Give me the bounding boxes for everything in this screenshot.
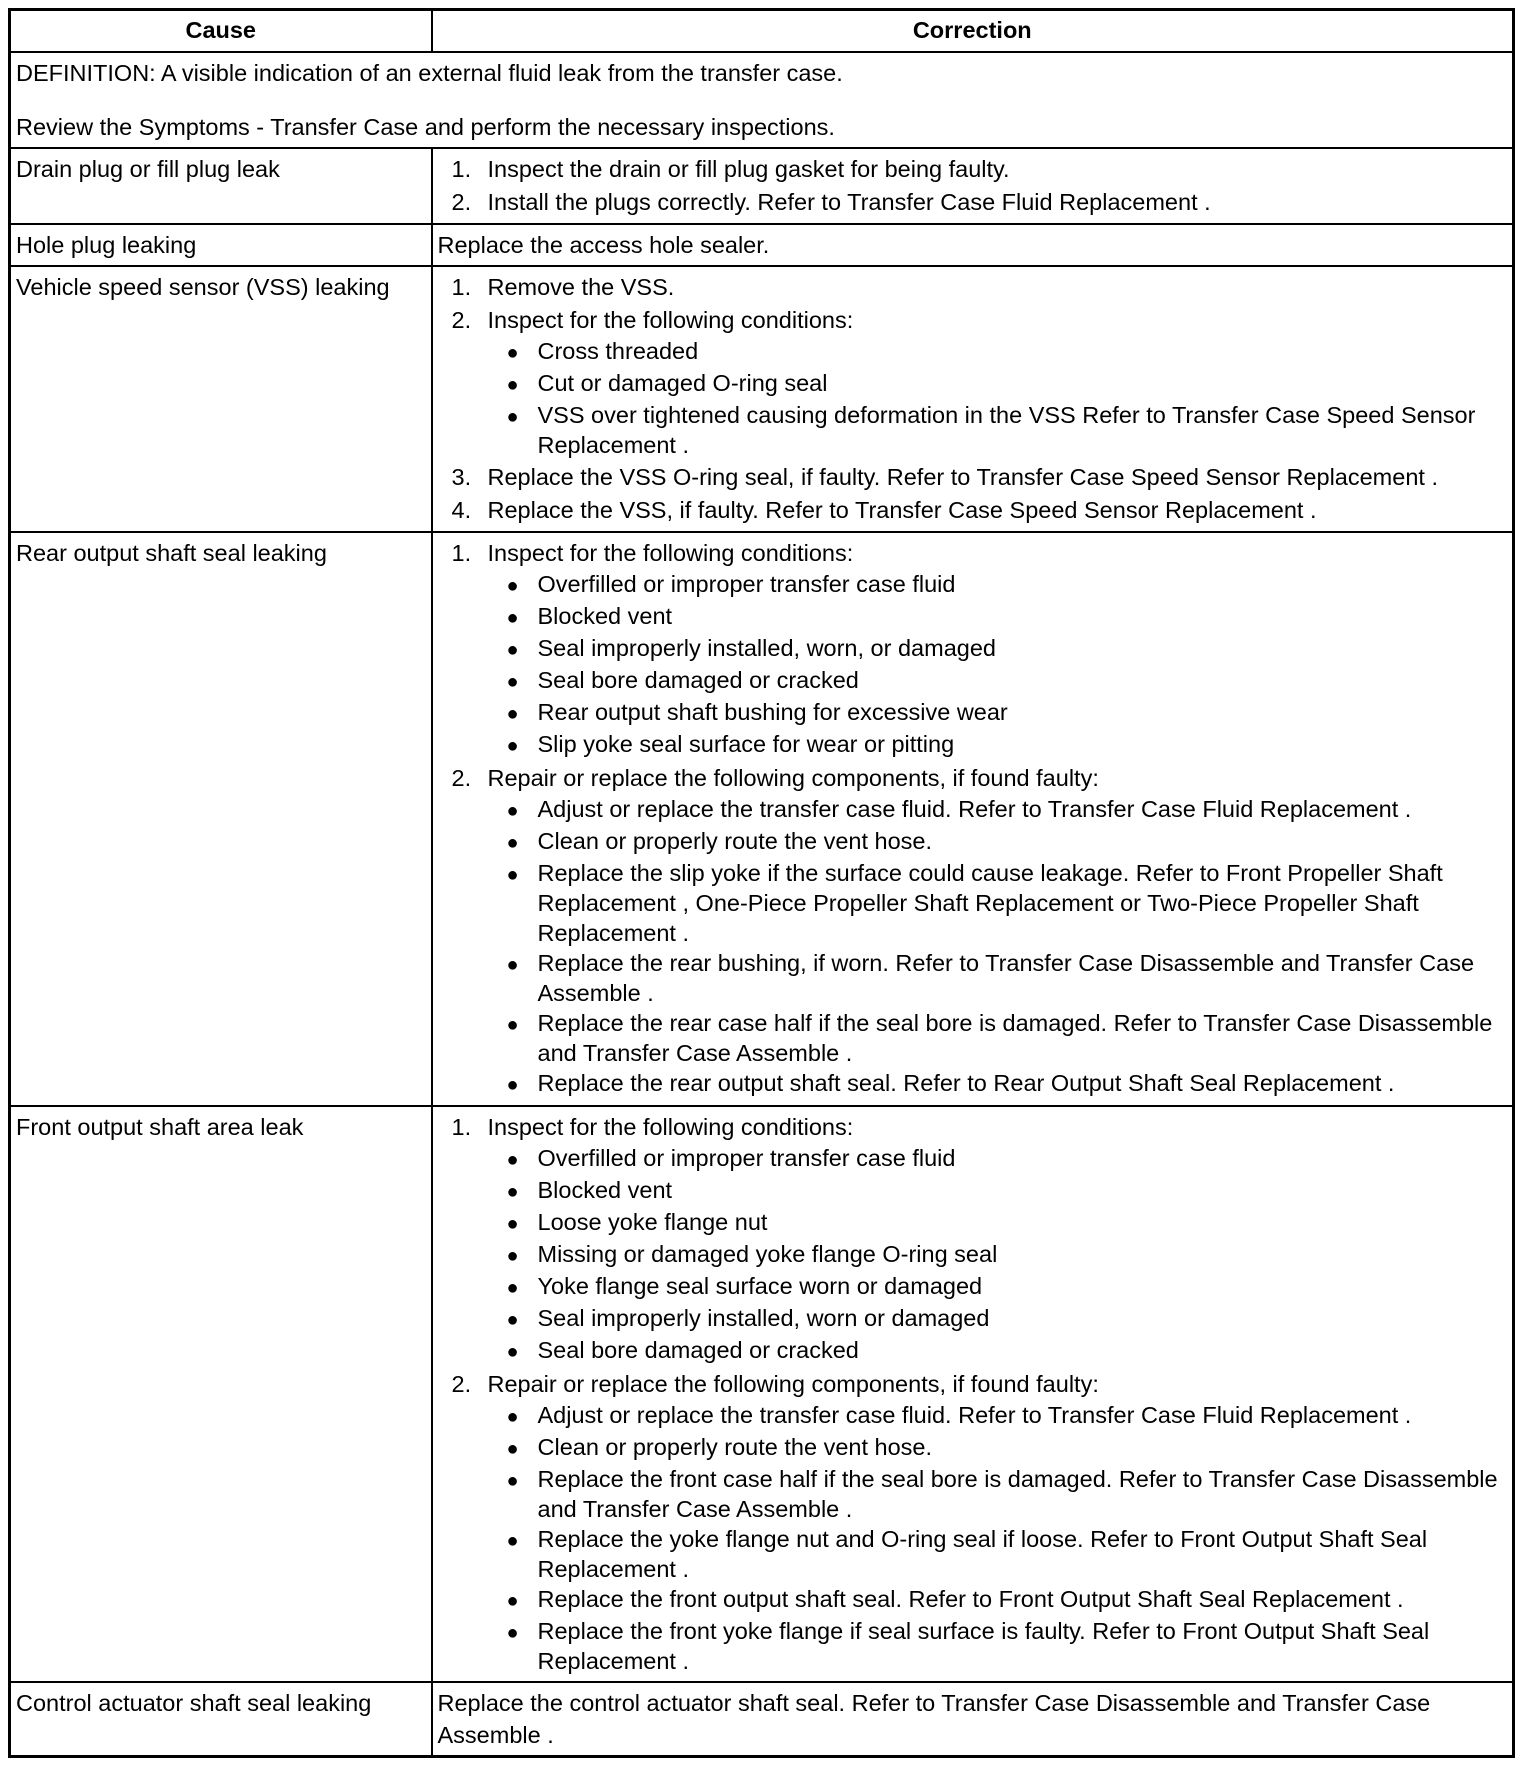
bullet-text: Clean or properly route the vent hose.	[537, 1434, 933, 1460]
step-body	[488, 762, 1508, 1100]
step-number: 1.	[451, 274, 472, 300]
bullet-item	[488, 948, 1508, 1008]
correction-cell	[432, 1682, 1514, 1757]
bullet-item	[488, 729, 1508, 761]
bullet-dot-icon	[488, 1068, 538, 1100]
step-number: 2.	[451, 307, 472, 333]
step-item	[438, 271, 1508, 303]
bullet-dot-icon	[488, 1207, 538, 1239]
bullet-dot-icon	[488, 1239, 538, 1271]
bullet-dot-icon	[488, 1400, 538, 1432]
bullet-text: Replace the front yoke flange if seal surface is faulty. Refer to Front Output Shaft Seal Replacement .	[537, 1618, 1430, 1674]
bullet-dot-icon	[488, 697, 538, 729]
step-text: Remove the VSS.	[487, 274, 675, 300]
bullet-dot-icon	[488, 665, 538, 697]
bullet-text: Replace the rear case half if the seal bore is damaged. Refer to Transfer Case Disassemble and Transfer Case Assemble .	[537, 1010, 1493, 1066]
step-body	[488, 494, 1508, 526]
correction-cell	[432, 266, 1514, 532]
step-item	[438, 1368, 1508, 1676]
bullet-item	[488, 697, 1508, 729]
bullet-list	[488, 336, 1508, 460]
bullet-dot-icon	[488, 336, 538, 368]
cause-header: Cause	[10, 10, 432, 53]
bullet-text: Missing or damaged yoke flange O-ring seal	[537, 1241, 998, 1267]
bullet-item	[488, 1008, 1508, 1068]
bullet-item	[488, 1400, 1508, 1432]
step-item	[438, 461, 1508, 493]
step-body	[488, 304, 1508, 460]
bullet-text: Rear output shaft bushing for excessive wear	[537, 699, 1008, 725]
bullet-text: Overfilled or improper transfer case fluid	[537, 571, 956, 597]
bullet-text: Yoke flange seal surface worn or damaged	[537, 1273, 983, 1299]
bullet-list	[488, 569, 1508, 761]
table-row	[10, 532, 1514, 1106]
bullet-item	[488, 1207, 1508, 1239]
cause-cell: Front output shaft area leak	[10, 1106, 432, 1682]
bullet-text: Loose yoke flange nut	[537, 1209, 768, 1235]
bullet-text: Replace the yoke flange nut and O-ring seal if loose. Refer to Front Output Shaft Seal Replacement .	[537, 1526, 1428, 1582]
bullet-dot-icon	[488, 1616, 538, 1676]
bullet-dot-icon	[488, 1143, 538, 1175]
header-row	[10, 10, 1514, 53]
table-row	[10, 1682, 1514, 1757]
bullet-dot-icon	[488, 1335, 538, 1367]
correction-cell	[432, 1106, 1514, 1682]
bullet-dot-icon	[488, 1008, 538, 1068]
step-text: Inspect the drain or fill plug gasket for being faulty.	[487, 156, 1010, 182]
bullet-item	[488, 1143, 1508, 1175]
bullet-dot-icon	[488, 729, 538, 761]
step-text: Repair or replace the following components, if found faulty:	[487, 765, 1099, 791]
bullet-text: Replace the front output shaft seal. Refer to Front Output Shaft Seal Replacement .	[537, 1586, 1404, 1612]
cause-cell: Rear output shaft seal leaking	[10, 532, 432, 1106]
bullet-item	[488, 368, 1508, 400]
review-text: Review the Symptoms - Transfer Case and perform the necessary inspections.	[16, 114, 835, 140]
bullet-dot-icon	[488, 633, 538, 665]
correction-cell	[432, 224, 1514, 266]
bullet-text: Seal bore damaged or cracked	[537, 1337, 859, 1363]
bullet-item	[488, 1464, 1508, 1524]
cause-cell: Hole plug leaking	[10, 224, 432, 266]
bullet-dot-icon	[488, 948, 538, 1008]
bullet-text: Seal improperly installed, worn or damaged	[537, 1305, 990, 1331]
bullet-item	[488, 1271, 1508, 1303]
steps-list	[438, 537, 1508, 1100]
definition-cell	[10, 52, 1514, 148]
bullet-text: Replace the slip yoke if the surface could cause leakage. Refer to Front Propeller Shaft Replacement , One-Piece Propeller Shaft Replacement or Two-Piece Propeller Shaft Replacement .	[537, 860, 1443, 946]
bullet-dot-icon	[488, 826, 538, 858]
table-row	[10, 148, 1514, 224]
definition-row	[10, 52, 1514, 148]
cause-cell: Vehicle speed sensor (VSS) leaking	[10, 266, 432, 532]
bullet-list	[488, 1400, 1508, 1676]
bullet-text: Blocked vent	[537, 1177, 673, 1203]
bullet-item	[488, 858, 1508, 948]
bullet-dot-icon	[488, 1432, 538, 1464]
bullet-dot-icon	[488, 1175, 538, 1207]
bullet-dot-icon	[488, 1303, 538, 1335]
bullet-text: Blocked vent	[537, 603, 673, 629]
step-text: Install the plugs correctly. Refer to Transfer Case Fluid Replacement .	[487, 189, 1211, 215]
step-number: 1.	[451, 156, 472, 182]
step-number: 1.	[451, 1114, 472, 1140]
bullet-item	[488, 1303, 1508, 1335]
bullet-item	[488, 569, 1508, 601]
step-text: Replace the VSS O-ring seal, if faulty. Refer to Transfer Case Speed Sensor Replacement .	[487, 464, 1438, 490]
bullet-item	[488, 826, 1508, 858]
step-item	[438, 186, 1508, 218]
bullet-text: Replace the rear output shaft seal. Refer to Rear Output Shaft Seal Replacement .	[537, 1070, 1395, 1096]
bullet-item	[488, 601, 1508, 633]
bullet-item	[488, 1432, 1508, 1464]
bullet-text: Adjust or replace the transfer case fluid. Refer to Transfer Case Fluid Replacement .	[537, 796, 1412, 822]
steps-list	[438, 153, 1508, 218]
bullet-item	[488, 633, 1508, 665]
bullet-item	[488, 794, 1508, 826]
cause-cell: Control actuator shaft seal leaking	[10, 1682, 432, 1757]
bullet-dot-icon	[488, 569, 538, 601]
bullet-text: Slip yoke seal surface for wear or pitting	[537, 731, 955, 757]
bullet-item	[488, 400, 1508, 460]
step-item	[438, 494, 1508, 526]
bullet-text: Adjust or replace the transfer case fluid. Refer to Transfer Case Fluid Replacement .	[537, 1402, 1412, 1428]
bullet-text: Overfilled or improper transfer case fluid	[537, 1145, 956, 1171]
step-body	[488, 1368, 1508, 1676]
step-number: 1.	[451, 540, 472, 566]
step-item	[438, 762, 1508, 1100]
step-number: 2.	[451, 765, 472, 791]
table-row	[10, 224, 1514, 266]
bullet-list	[488, 794, 1508, 1100]
step-text: Inspect for the following conditions:	[487, 1114, 854, 1140]
bullet-item	[488, 1175, 1508, 1207]
bullet-dot-icon	[488, 1524, 538, 1584]
table-row	[10, 266, 1514, 532]
step-number: 4.	[451, 497, 472, 523]
bullet-dot-icon	[488, 368, 538, 400]
step-body	[488, 153, 1508, 185]
step-number: 3.	[451, 464, 472, 490]
step-body	[488, 271, 1508, 303]
bullet-dot-icon	[488, 400, 538, 460]
step-number: 2.	[451, 1371, 472, 1397]
step-body	[488, 1111, 1508, 1367]
step-text: Inspect for the following conditions:	[487, 540, 854, 566]
step-text: Repair or replace the following components, if found faulty:	[487, 1371, 1099, 1397]
step-item	[438, 537, 1508, 761]
cause-cell: Drain plug or fill plug leak	[10, 148, 432, 224]
steps-list	[438, 271, 1508, 526]
bullet-item	[488, 1524, 1508, 1584]
bullet-dot-icon	[488, 1584, 538, 1616]
step-item	[438, 1111, 1508, 1367]
table-row	[10, 1106, 1514, 1682]
bullet-text: Clean or properly route the vent hose.	[537, 828, 933, 854]
bullet-list	[488, 1143, 1508, 1367]
correction-header: Correction	[432, 10, 1514, 53]
correction-cell	[432, 532, 1514, 1106]
bullet-item	[488, 1584, 1508, 1616]
step-body	[488, 186, 1508, 218]
bullet-item	[488, 1068, 1508, 1100]
definition-text: DEFINITION: A visible indication of an external fluid leak from the transfer case.	[16, 60, 843, 86]
bullet-dot-icon	[488, 794, 538, 826]
bullet-text: Cross threaded	[537, 338, 699, 364]
bullet-dot-icon	[488, 601, 538, 633]
bullet-text: Seal improperly installed, worn, or damaged	[537, 635, 996, 661]
bullet-dot-icon	[488, 1271, 538, 1303]
bullet-text: Replace the front case half if the seal bore is damaged. Refer to Transfer Case Disassemble and Transfer Case Assemble .	[537, 1466, 1498, 1522]
bullet-item	[488, 1239, 1508, 1271]
step-text: Inspect for the following conditions:	[487, 307, 854, 333]
step-body	[488, 537, 1508, 761]
correction-text: Replace the control actuator shaft seal. Refer to Transfer Case Disassemble and Transfer Case Assemble .	[437, 1690, 1431, 1748]
step-text: Replace the VSS, if faulty. Refer to Transfer Case Speed Sensor Replacement .	[487, 497, 1317, 523]
correction-cell	[432, 148, 1514, 224]
step-item	[438, 153, 1508, 185]
step-body	[488, 461, 1508, 493]
bullet-dot-icon	[488, 858, 538, 948]
steps-list	[438, 1111, 1508, 1676]
correction-text: Replace the access hole sealer.	[437, 232, 770, 258]
bullet-text: VSS over tightened causing deformation in the VSS Refer to Transfer Case Speed Sensor Replacement .	[537, 402, 1476, 458]
bullet-item	[488, 665, 1508, 697]
bullet-dot-icon	[488, 1464, 538, 1524]
diagnosis-table	[8, 8, 1515, 1758]
bullet-text: Replace the rear bushing, if worn. Refer to Transfer Case Disassemble and Transfer Case Assemble .	[537, 950, 1475, 1006]
bullet-text: Cut or damaged O-ring seal	[537, 370, 828, 396]
step-item	[438, 304, 1508, 460]
bullet-text: Seal bore damaged or cracked	[537, 667, 859, 693]
bullet-item	[488, 336, 1508, 368]
step-number: 2.	[451, 189, 472, 215]
bullet-item	[488, 1616, 1508, 1676]
bullet-item	[488, 1335, 1508, 1367]
